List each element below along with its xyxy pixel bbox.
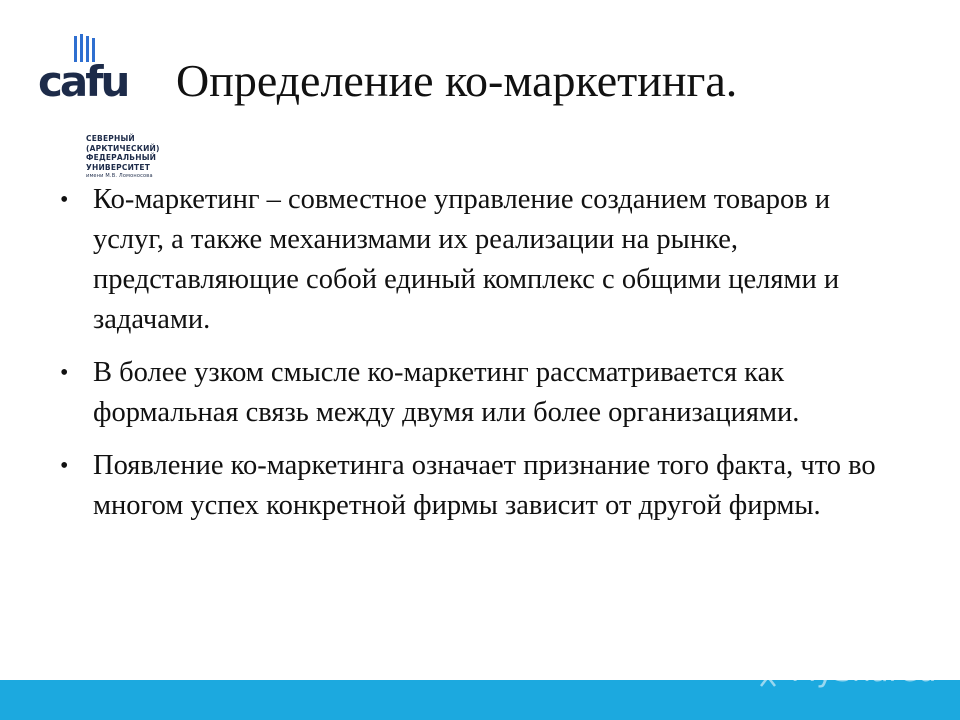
watermark-text: MyShared — [790, 653, 936, 689]
bullet-icon: • — [60, 360, 69, 386]
bullet-list — [60, 180, 900, 539]
bullet-icon: • — [60, 187, 69, 213]
logo-line: УНИВЕРСИТЕТ — [86, 162, 151, 172]
logo-line: ФЕДЕРАЛЬНЫЙ — [86, 153, 157, 163]
bullet-icon: • — [60, 453, 69, 479]
bullet-item — [60, 180, 900, 340]
logo-mark — [36, 34, 146, 114]
presentation-icon — [751, 654, 785, 688]
bullet-text: В более узком смысле ко-маркетинг рассматривается как формальная связь между двумя или более организациями. — [93, 357, 800, 428]
bullet-text: Появление ко-маркетинга означает признание того факта, что во многом успех конкретной фирмы зависит от другой фирмы. — [93, 450, 876, 521]
bullet-item — [60, 353, 900, 433]
watermark — [751, 650, 936, 692]
logo-line: СЕВЕРНЫЙ — [86, 134, 135, 143]
bullet-item — [60, 446, 900, 526]
university-logo — [36, 34, 160, 180]
bullet-text: Ко-маркетинг – совместное управление созданием товаров и услуг, а также механизмами их реализации на рынке, представляющие собой единый комплекс с общими целями и задачами. — [93, 184, 840, 335]
logo-wordmark: cafu — [38, 57, 128, 106]
logo-subline: имени М.В. Ломоносова — [86, 173, 153, 180]
logo-line: (АРКТИЧЕСКИЙ) — [86, 143, 160, 153]
slide-title: Определение ко-маркетинга. — [176, 55, 738, 106]
logo-university-name — [86, 134, 176, 180]
